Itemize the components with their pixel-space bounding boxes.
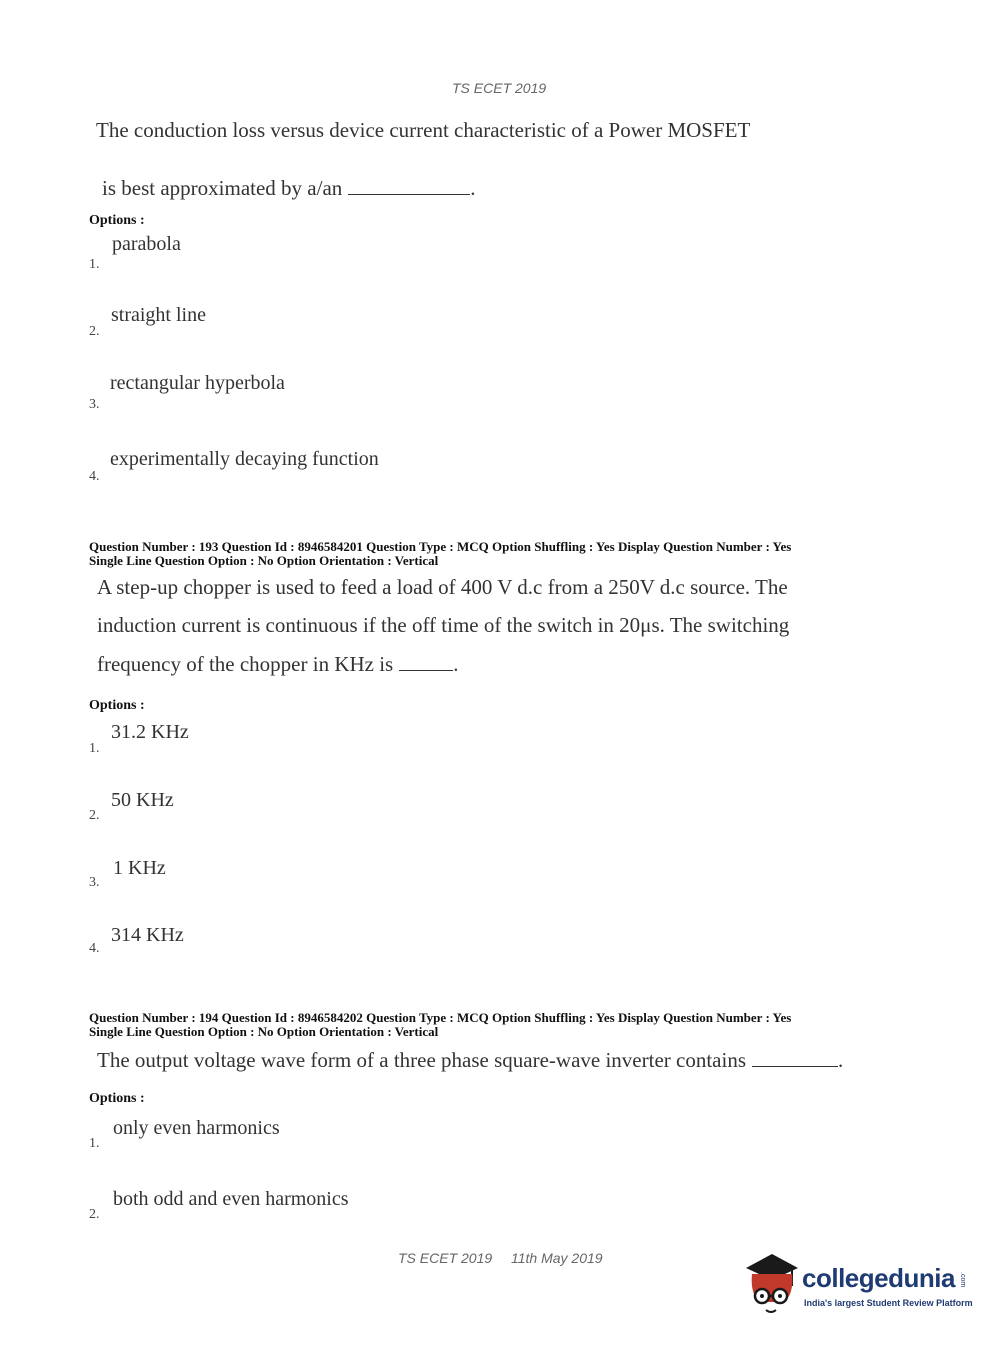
option-number: 2. [89, 1207, 100, 1222]
option-text: 1 KHz [113, 857, 166, 879]
question-meta: Question Number : 193 Question Id : 8946584201 Question Type : MCQ Option Shuffling : Yes Display Question Number : Yes [89, 539, 792, 554]
option-number: 2. [89, 808, 100, 823]
options-label: Options : [89, 698, 145, 713]
option-number: 1. [89, 741, 100, 756]
footer-exam: TS ECET 2019 [398, 1250, 493, 1266]
question-text: is best approximated by a/an [102, 176, 343, 200]
logo-name: collegedunia [802, 1263, 955, 1293]
option-text: rectangular hyperbola [110, 372, 285, 394]
option-text: parabola [112, 233, 181, 255]
option-number: 1. [89, 257, 100, 272]
option-number: 1. [89, 1136, 100, 1151]
question-text-end: . [453, 652, 459, 676]
question-text: The output voltage wave form of a three phase square-wave inverter contains [97, 1048, 746, 1072]
question-text-line [102, 176, 476, 201]
page-header: TS ECET 2019 [452, 80, 547, 96]
options-label: Options : [89, 213, 145, 228]
question-text-line: induction current is continuous if the off time of the switch in 20μs. The switching [97, 613, 790, 637]
option-number: 4. [89, 469, 100, 484]
question-meta: Single Line Question Option : No Option Orientation : Vertical [89, 1024, 439, 1039]
question-meta: Single Line Question Option : No Option Orientation : Vertical [89, 553, 439, 568]
question-text-line [97, 1048, 843, 1073]
mascot-icon [742, 1250, 802, 1320]
option-text: only even harmonics [113, 1117, 280, 1139]
options-label: Options : [89, 1091, 145, 1106]
option-text: 31.2 KHz [111, 721, 189, 743]
answer-blank [399, 669, 453, 671]
question-text-line: The conduction loss versus device current characteristic of a Power MOSFET [96, 118, 751, 142]
option-text: 50 KHz [111, 789, 174, 811]
option-number: 4. [89, 941, 100, 956]
option-text: experimentally decaying function [110, 448, 379, 470]
logo-domain: .com [959, 1272, 966, 1288]
option-number: 3. [89, 875, 100, 890]
question-text-end: . [470, 176, 476, 200]
option-text: both odd and even harmonics [113, 1188, 349, 1210]
answer-blank [348, 193, 470, 195]
answer-blank [752, 1065, 838, 1067]
question-text-end: . [838, 1048, 844, 1072]
question-text-line [97, 652, 458, 677]
option-number: 2. [89, 324, 100, 339]
option-text: straight line [111, 304, 206, 326]
collegedunia-logo [742, 1250, 972, 1320]
question-text-line: A step-up chopper is used to feed a load of 400 V d.c from a 250V d.c source. The [97, 575, 788, 599]
footer-date: 11th May 2019 [511, 1250, 603, 1266]
option-number: 3. [89, 397, 100, 412]
question-text: frequency of the chopper in KHz is [97, 652, 394, 676]
question-meta: Question Number : 194 Question Id : 8946584202 Question Type : MCQ Option Shuffling : Yes Display Question Number : Yes [89, 1010, 792, 1025]
logo-tagline: India's largest Student Review Platform [804, 1298, 973, 1308]
option-text: 314 KHz [111, 924, 184, 946]
